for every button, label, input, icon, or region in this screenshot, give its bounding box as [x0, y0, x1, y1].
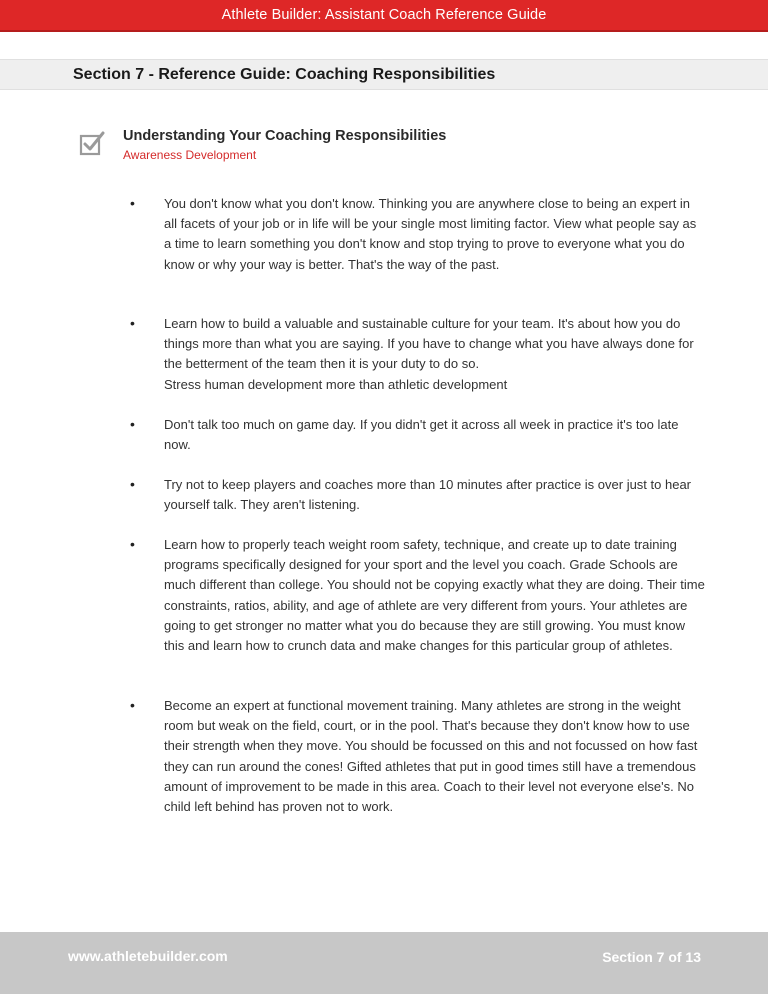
bullet-text: Become an expert at functional movement training. Many athletes are strong in the weight room but weak on the field, court, or in the pool. That's because they don't know how to use their strength when they move. You should be focussed on this and not focussed on how fast they can run around the cones! Gifted athletes that put in good times still have a tremendous amount of improvement to be made in this area. Coach to their level not everyone else's. No child left behind has proven not to work.: [164, 698, 698, 815]
footer-bar: [0, 932, 768, 994]
section-bar: [0, 59, 768, 90]
bullet-item: [125, 194, 705, 275]
bullet-item: [125, 475, 705, 515]
bullet-text: Don't talk too much on game day. If you didn't get it across all week in practice it's too late now.: [164, 417, 679, 453]
bullet-text: Try not to keep players and coaches more than 10 minutes after practice is over just to hear yourself talk. They aren't listening.: [164, 477, 692, 513]
bullet-item: [125, 535, 705, 656]
section-title: Section 7 - Reference Guide: Coaching Responsibilities: [73, 66, 496, 83]
topic-subtitle: Awareness Development: [123, 148, 257, 162]
bullet-text: Learn how to properly teach weight room safety, technique, and create up to date training programs specifically designed for your sport and the level you coach. Grade Schools are much different than college. You should not be copying exactly what they are doing. Their time constraints, ratios, ability, and age of athlete are very different from yours. Your athletes are going to get stronger no matter what you do because they are still growing. You must know this and learn how to crunch data and make changes for this particular group of athletes.: [164, 537, 705, 654]
header-bar: [0, 0, 768, 32]
page-indicator: Section 7 of 13: [602, 949, 701, 965]
bullet-dot-icon: •: [130, 536, 135, 552]
bullet-dot-icon: •: [130, 315, 135, 331]
bullet-dot-icon: •: [130, 195, 135, 211]
website-link[interactable]: www.athletebuilder.com: [68, 948, 228, 964]
bullet-text: You don't know what you don't know. Thinking you are anywhere close to being an expert in all facets of your job or in life will be your single most limiting factor. View what people say as a time to learn something you don't know and stop trying to prove to everyone what you do know or why your way is better. That's the way of the past.: [164, 196, 697, 272]
bullet-item: [125, 314, 705, 395]
bullet-text: Learn how to build a valuable and sustainable culture for your team. It's about how you do things more than what you are saying. If you have to change what you have always done for the betterment of the team then it is your duty to do so. Stress human development more than athletic development: [164, 316, 694, 392]
topic-header: [123, 127, 446, 163]
topic-title: Understanding Your Coaching Responsibilities: [123, 128, 447, 144]
bullet-dot-icon: •: [130, 476, 135, 492]
bullet-dot-icon: •: [130, 697, 135, 713]
checkbox-check-icon: [78, 130, 106, 158]
bullet-dot-icon: •: [130, 416, 135, 432]
bullet-item: [125, 415, 705, 455]
document-title: Athlete Builder: Assistant Coach Reference Guide: [221, 7, 547, 23]
bullet-item: [125, 696, 705, 817]
